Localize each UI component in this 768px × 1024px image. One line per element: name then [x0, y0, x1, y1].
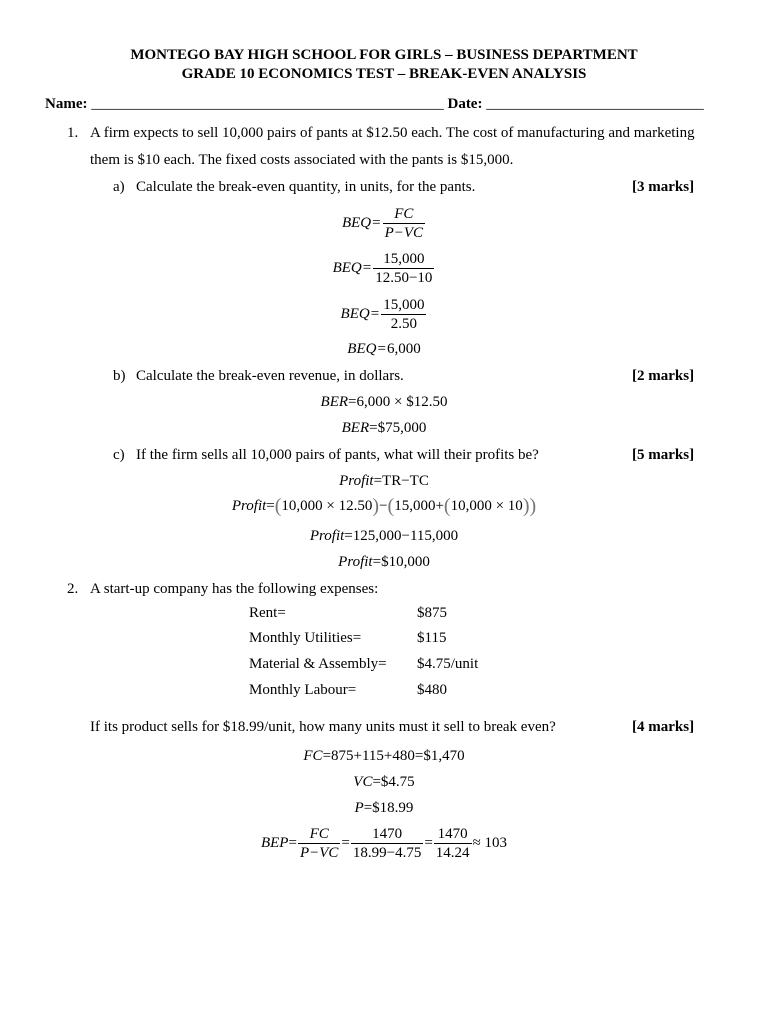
bep-symbol: BEP — [260, 835, 289, 851]
fraction-denominator: 18.99−4.75 — [352, 845, 422, 861]
q1b-formula-2 — [0, 420, 768, 437]
q1a-formula-1 — [0, 205, 768, 242]
fraction — [381, 296, 426, 333]
name-blank[interactable]: _______________________________________________ — [91, 96, 444, 112]
expense-value: $4.75/unit — [417, 656, 479, 672]
equals-sign: = — [266, 497, 275, 514]
q1a-text: Calculate the break-even quantity, in units, for the pants. — [136, 179, 476, 195]
q1c-formula-4 — [0, 554, 768, 571]
expense-list — [0, 605, 768, 705]
formula-rhs: =6,000 × $12.50 — [348, 394, 448, 410]
q1-number: 1. — [67, 125, 79, 141]
term-fixed-cost: 15,000+ — [394, 497, 444, 514]
beq-symbol: BEQ — [340, 306, 370, 322]
fraction — [351, 825, 423, 862]
q1a-result — [0, 341, 768, 358]
equals-sign: = — [370, 306, 380, 322]
equals-sign: = — [372, 215, 381, 231]
q1b-formula-1 — [0, 394, 768, 411]
q2-question: If its product sells for $18.99/unit, how many units must it sell to break even? — [90, 719, 556, 735]
open-paren: ( — [387, 495, 395, 517]
q1c-marks: [5 marks] — [632, 447, 695, 463]
close-paren: ) — [372, 495, 380, 517]
fraction-denominator: P−VC — [299, 845, 339, 861]
open-paren: ( — [274, 495, 282, 517]
close-paren: ) — [522, 495, 530, 517]
q1c-formula-1 — [0, 473, 768, 490]
formula-rhs: =$10,000 — [372, 554, 430, 570]
q1c-label: c) — [113, 447, 125, 463]
q1c-formula-2 — [0, 496, 768, 516]
p-symbol: P — [354, 800, 364, 816]
q1a-label: a) — [113, 179, 125, 195]
term-revenue: 10,000 × 12.50 — [281, 497, 373, 514]
expense-value: $115 — [417, 630, 447, 646]
profit-symbol: Profit — [339, 473, 374, 489]
fraction-denominator: 12.50−10 — [375, 270, 433, 286]
expense-value: $480 — [417, 682, 447, 698]
expense-label: Monthly Labour= — [249, 682, 357, 698]
q2-formula-fc — [0, 748, 768, 765]
fc-symbol: FC — [303, 748, 323, 764]
date-label: Date: — [447, 96, 483, 112]
q1b-text: Calculate the break-even revenue, in dollars. — [136, 368, 404, 384]
header-line-1: MONTEGO BAY HIGH SCHOOL FOR GIRLS – BUSINESS DEPARTMENT — [130, 47, 638, 63]
q1c-formula-3 — [0, 528, 768, 545]
formula-rhs: =$4.75 — [372, 774, 415, 790]
beq-symbol: BEQ — [341, 215, 372, 231]
q1-text-line-1: A firm expects to sell 10,000 pairs of pants at $12.50 each. The cost of manufacturing and marketing — [90, 125, 695, 141]
fraction-numerator: 1470 — [434, 825, 472, 844]
ber-symbol: BER — [341, 420, 370, 436]
fraction-numerator: FC — [309, 826, 329, 842]
q2-formula-vc — [0, 774, 768, 791]
close-paren: ) — [529, 495, 537, 517]
formula-rhs: =125,000−115,000 — [344, 528, 459, 544]
expense-label: Monthly Utilities= — [249, 630, 362, 646]
fraction — [373, 250, 434, 287]
q2-number: 2. — [67, 581, 79, 597]
fraction — [298, 825, 340, 862]
expense-label: Material & Assembly= — [249, 656, 387, 672]
profit-symbol: Profit — [338, 554, 373, 570]
equals-sign: = — [288, 835, 297, 851]
profit-symbol: Profit — [309, 528, 345, 544]
expense-label: Rent= — [249, 605, 286, 621]
equals-sign: = — [362, 260, 372, 276]
beq-symbol: BEQ — [332, 260, 362, 276]
approx-result: ≈ 103 — [472, 835, 508, 851]
fraction-numerator: 15,000 — [383, 297, 425, 313]
minus-sign: − — [379, 497, 388, 514]
name-label: Name: — [45, 96, 88, 112]
q2-formula-bep — [0, 825, 768, 862]
q1b-marks: [2 marks] — [632, 368, 695, 384]
q2-text: A start-up company has the following expenses: — [90, 581, 379, 597]
equals-sign: = — [341, 835, 350, 851]
fraction-denominator: 14.24 — [435, 845, 470, 861]
equals-sign: = — [377, 341, 386, 357]
header-line-2: GRADE 10 ECONOMICS TEST – BREAK-EVEN ANALYSIS — [181, 66, 587, 82]
formula-rhs: =875+115+480=$1,470 — [322, 748, 465, 764]
q2-marks: [4 marks] — [632, 719, 695, 735]
name-date-row — [45, 96, 704, 113]
q1c-text: If the firm sells all 10,000 pairs of pants, what will their profits be? — [136, 447, 539, 463]
formula-rhs: =TR−TC — [373, 473, 429, 489]
open-paren: ( — [443, 495, 451, 517]
fraction-denominator: P−VC — [384, 225, 424, 241]
fraction — [383, 205, 425, 242]
q1a-formula-2 — [0, 250, 768, 287]
fraction-numerator: 1470 — [351, 825, 423, 844]
q2-formula-p — [0, 800, 768, 817]
equals-sign: = — [424, 835, 433, 851]
q1a-formula-3 — [0, 296, 768, 333]
result-value: 6,000 — [386, 341, 421, 357]
formula-rhs: =$18.99 — [363, 800, 414, 816]
date-blank[interactable]: _____________________________ — [486, 96, 704, 112]
beq-symbol: BEQ — [347, 341, 377, 357]
formula-rhs: =$75,000 — [369, 420, 427, 436]
fraction — [434, 825, 472, 862]
q1-text-line-2: them is $10 each. The fixed costs associated with the pants is $15,000. — [90, 152, 514, 168]
fraction-numerator: 15,000 — [373, 250, 434, 269]
fraction-numerator: FC — [394, 206, 414, 222]
expense-value: $875 — [417, 605, 447, 621]
q1a-marks: [3 marks] — [632, 179, 695, 195]
fraction-denominator: 2.50 — [390, 316, 417, 332]
q1b-label: b) — [113, 368, 126, 384]
profit-symbol: Profit — [231, 497, 267, 514]
vc-symbol: VC — [353, 774, 373, 790]
ber-symbol: BER — [320, 394, 349, 410]
term-variable-cost: 10,000 × 10 — [450, 497, 523, 514]
